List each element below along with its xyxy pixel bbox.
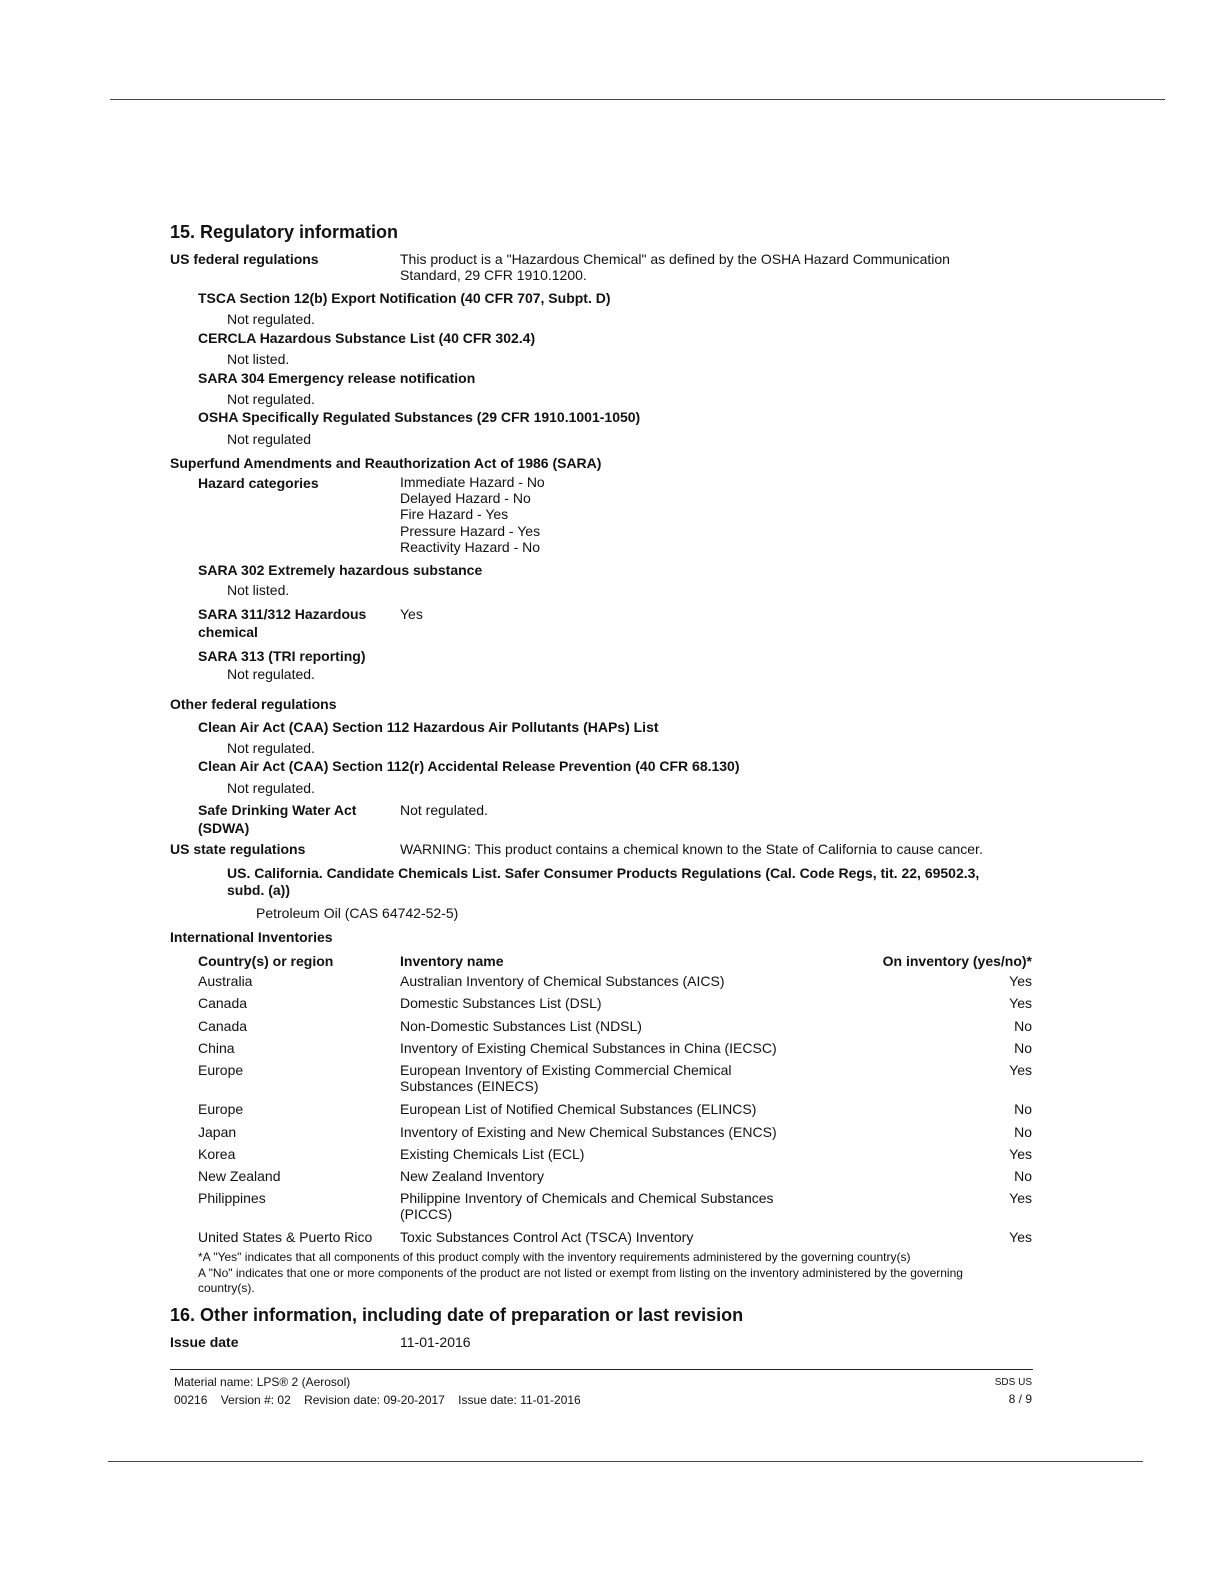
row-inventory-name-cont: Substances (EINECS) (400, 1078, 539, 1094)
row-inventory-name: Domestic Substances List (DSL) (400, 995, 602, 1011)
sdwa-label-line1: Safe Drinking Water Act (198, 802, 357, 818)
tsca-label: TSCA Section 12(b) Export Notification (40 CFR 707, Subpt. D) (198, 290, 611, 306)
row-on-inventory: No (1014, 1101, 1032, 1117)
inventory-note-no-line1: A "No" indicates that one or more components of the product are not listed or exempt from listing on the inventory administered by the governing (198, 1266, 963, 1280)
ca-list-line2: subd. (a)) (227, 882, 290, 898)
sara304-label: SARA 304 Emergency release notification (198, 370, 476, 386)
section-16-heading: 16. Other information, including date of preparation or last revision (170, 1305, 744, 1325)
footer-rule (170, 1369, 1033, 1370)
sara304-value: Not regulated. (227, 391, 315, 407)
row-on-inventory: No (1014, 1040, 1032, 1056)
hazard-item: Pressure Hazard - Yes (400, 523, 541, 539)
inventory-note-no-line2: country(s). (198, 1281, 255, 1295)
ca-list-item: Petroleum Oil (CAS 64742-52-5) (256, 905, 459, 921)
sara313-value: Not regulated. (227, 666, 315, 682)
row-on-inventory: No (1014, 1168, 1032, 1184)
row-on-inventory: No (1014, 1018, 1032, 1034)
sara302-label: SARA 302 Extremely hazardous substance (198, 562, 483, 578)
caa112-value: Not regulated. (227, 740, 315, 756)
top-rule (110, 99, 1165, 100)
sara302-value: Not listed. (227, 582, 290, 598)
issue-date-label: Issue date (170, 1334, 239, 1350)
row-on-inventory: No (1014, 1124, 1032, 1140)
us-state-label: US state regulations (170, 841, 306, 857)
row-on-inventory: Yes (1009, 1229, 1032, 1245)
cercla-label: CERCLA Hazardous Substance List (40 CFR 302.4) (198, 330, 536, 346)
col-on-header: On inventory (yes/no)* (882, 953, 1032, 969)
row-on-inventory: Yes (1009, 1146, 1032, 1162)
row-on-inventory: Yes (1009, 1190, 1032, 1206)
row-country: Europe (198, 1062, 244, 1078)
us-federal-label: US federal regulations (170, 251, 319, 267)
row-inventory-name: Philippine Inventory of Chemicals and Chemical Substances (400, 1190, 774, 1206)
prop65-warning: WARNING: This product contains a chemical known to the State of California to cause cancer. (400, 841, 983, 857)
row-on-inventory: Yes (1009, 973, 1032, 989)
row-country: New Zealand (198, 1168, 281, 1184)
row-country: Philippines (198, 1190, 266, 1206)
row-inventory-name: Inventory of Existing Chemical Substances in China (IECSC) (400, 1040, 777, 1056)
cercla-value: Not listed. (227, 351, 290, 367)
osha-value: Not regulated (227, 431, 312, 447)
row-inventory-name: Inventory of Existing and New Chemical Substances (ENCS) (400, 1124, 777, 1140)
inventory-note-yes: *A "Yes" indicates that all components of this product comply with the inventory requirements administered by the governing country(s) (198, 1250, 911, 1264)
us-federal-text-line2: Standard, 29 CFR 1910.1200. (400, 267, 587, 283)
row-inventory-name: Australian Inventory of Chemical Substances (AICS) (400, 973, 725, 989)
row-country: Japan (198, 1124, 237, 1140)
hazard-item: Fire Hazard - Yes (400, 506, 509, 522)
sara311-value: Yes (400, 606, 423, 622)
sdwa-label-line2: (SDWA) (198, 820, 250, 836)
footer-sds-us: SDS US (994, 1377, 1032, 1388)
col-country-header: Country(s) or region (198, 953, 334, 969)
row-inventory-name: European Inventory of Existing Commercial Chemical (400, 1062, 732, 1078)
caa112r-label: Clean Air Act (CAA) Section 112(r) Accidental Release Prevention (40 CFR 68.130) (198, 758, 740, 774)
row-country: United States & Puerto Rico (198, 1229, 373, 1245)
other-federal-heading: Other federal regulations (170, 696, 337, 712)
row-inventory-name: European List of Notified Chemical Substances (ELINCS) (400, 1101, 757, 1117)
sara311-label-line1: SARA 311/312 Hazardous (198, 606, 367, 622)
hazard-item: Delayed Hazard - No (400, 490, 531, 506)
hazard-item: Reactivity Hazard - No (400, 539, 541, 555)
osha-label: OSHA Specifically Regulated Substances (29 CFR 1910.1001-1050) (198, 409, 641, 425)
hazard-categories-label: Hazard categories (198, 475, 319, 491)
row-inventory-name-cont: (PICCS) (400, 1206, 453, 1222)
tsca-value: Not regulated. (227, 311, 315, 327)
row-country: Australia (198, 973, 253, 989)
sara-heading: Superfund Amendments and Reauthorization Act of 1986 (SARA) (170, 455, 602, 471)
caa112r-value: Not regulated. (227, 780, 315, 796)
col-name-header: Inventory name (400, 953, 504, 969)
sdwa-value: Not regulated. (400, 802, 488, 818)
row-country: Canada (198, 1018, 248, 1034)
hazard-item: Immediate Hazard - No (400, 474, 545, 490)
row-country: China (198, 1040, 235, 1056)
sara313-label: SARA 313 (TRI reporting) (198, 648, 366, 664)
ca-list-line1: US. California. Candidate Chemicals List. Safer Consumer Products Regulations (Cal. Code Regs, tit. 22, 69502.3, (227, 865, 980, 881)
inventories-heading: International Inventories (170, 929, 333, 945)
row-country: Canada (198, 995, 248, 1011)
row-country: Korea (198, 1146, 236, 1162)
footer-material-name: Material name: LPS® 2 (Aerosol) (174, 1375, 351, 1389)
section-15-heading: 15. Regulatory information (170, 222, 399, 242)
row-country: Europe (198, 1101, 244, 1117)
bottom-rule (108, 1461, 1143, 1462)
row-inventory-name: Non-Domestic Substances List (NDSL) (400, 1018, 642, 1034)
row-inventory-name: Existing Chemicals List (ECL) (400, 1146, 585, 1162)
caa112-label: Clean Air Act (CAA) Section 112 Hazardous Air Pollutants (HAPs) List (198, 719, 659, 735)
row-inventory-name: Toxic Substances Control Act (TSCA) Inventory (400, 1229, 694, 1245)
footer-page-number: 8 / 9 (1008, 1392, 1032, 1406)
footer-version-info: 00216 Version #: 02 Revision date: 09-20-2017 Issue date: 11-01-2016 (174, 1393, 581, 1407)
us-federal-text-line1: This product is a "Hazardous Chemical" as defined by the OSHA Hazard Communication (400, 251, 950, 267)
issue-date-value: 11-01-2016 (400, 1334, 471, 1350)
row-on-inventory: Yes (1009, 995, 1032, 1011)
row-on-inventory: Yes (1009, 1062, 1032, 1078)
sara311-label-line2: chemical (198, 624, 258, 640)
row-inventory-name: New Zealand Inventory (400, 1168, 544, 1184)
